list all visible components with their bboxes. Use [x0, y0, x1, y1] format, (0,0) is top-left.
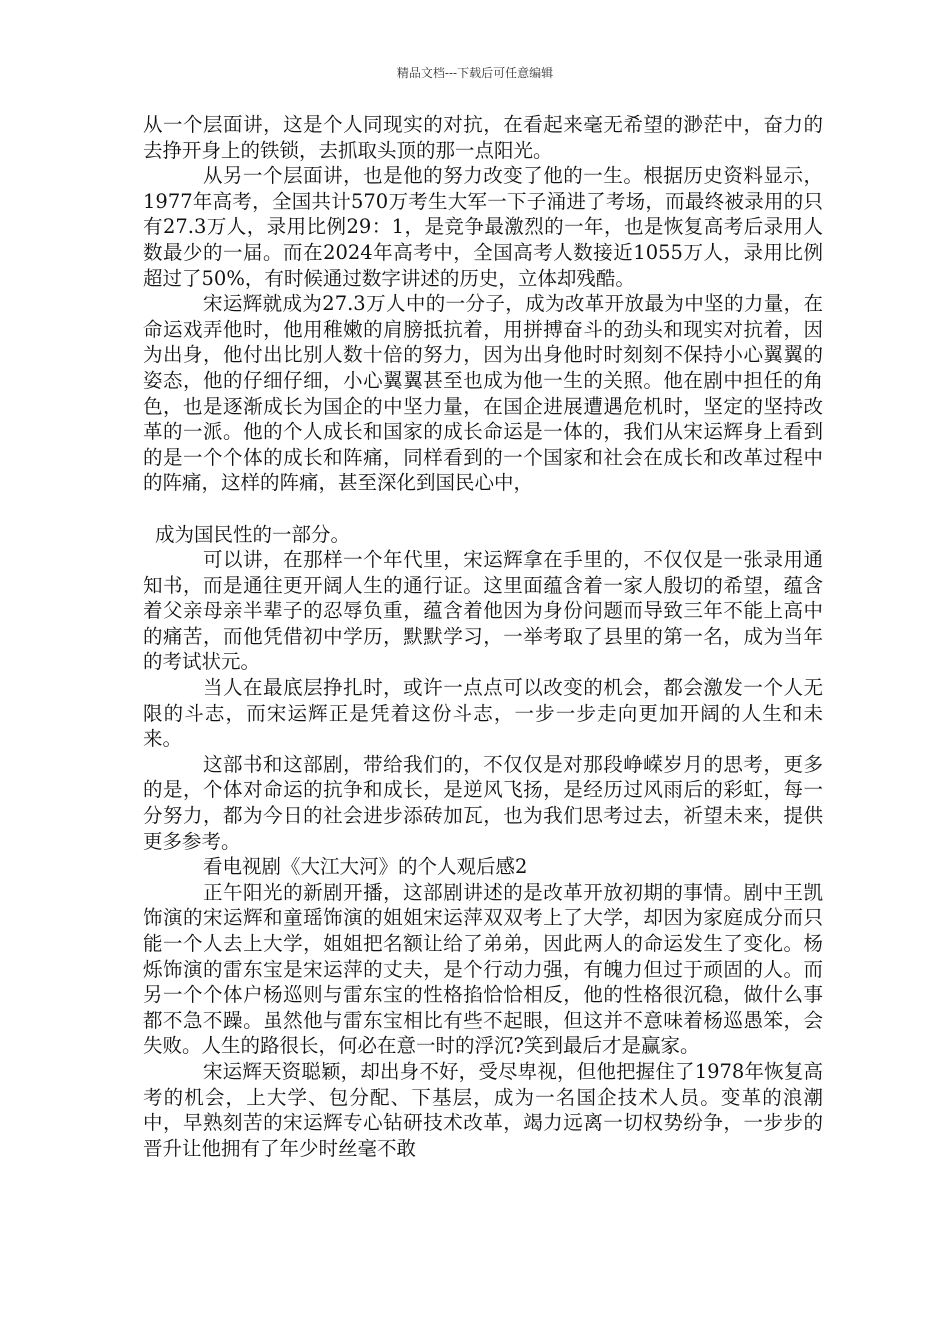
- paragraph-7: 这部书和这部剧，带给我们的，不仅仅是对那段峥嵘岁月的思考，更多的是，个体对命运的抗争和成长，是逆风飞扬，是经历过风雨后的彩虹，每一分努力，都为今日的社会进步添砖加瓦，也为我们思考过去，祈望未来，提供更多参考。: [143, 752, 823, 853]
- page-header: 精品文档---下载后可任意编辑: [396, 66, 554, 80]
- paragraph-4: 成为国民性的一部分。: [155, 522, 351, 546]
- paragraph-1: 从一个层面讲，这是个人同现实的对抗，在看起来毫无希望的渺茫中，奋力的去挣开身上的铁锁，去抓取头顶的那一点阳光。: [143, 113, 823, 162]
- paragraph-6: 当人在最底层挣扎时，或许一点点可以改变的机会，都会激发一个人无限的斗志，而宋运辉正是凭着这份斗志，一步一步走向更加开阔的人生和未来。: [143, 676, 823, 751]
- paragraph-9: 宋运辉天资聪颖，却出身不好，受尽卑视，但他把握住了1978年恢复高考的机会，上大学、包分配、下基层，成为一名国企技术人员。变革的浪潮中，早熟刻苦的宋运辉专心钻研技术改革，竭力远离一切权势纷争，一步步的晋升让他拥有了年少时丝毫不敢: [143, 1059, 823, 1160]
- paragraph-5: 可以讲，在那样一个年代里，宋运辉拿在手里的，不仅仅是一张录用通知书，而是通往更开阔人生的通行证。这里面蕴含着一家人殷切的希望，蕴含着父亲母亲半辈子的忍辱负重，蕴含着他因为身份问题而导致三年不能上高中的痛苦，而他凭借初中学历，默默学习，一举考取了县里的第一名，成为当年的考试状元。: [143, 548, 823, 674]
- paragraph-8: 正午阳光的新剧开播，这部剧讲述的是改革开放初期的事情。剧中王凯饰演的宋运辉和童瑶饰演的姐姐宋运萍双双考上了大学，却因为家庭成分而只能一个人去上大学，姐姐把名额让给了弟弟，因此两人的命运发生了变化。杨烁饰演的雷东宝是宋运萍的丈夫，是个行动力强，有魄力但过于顽固的人。而另一个个体户杨巡则与雷东宝的性格掐恰恰相反，他的性格很沉稳，做什么事都不急不躁。虽然他与雷东宝相比有些不起眼，但这并不意味着杨巡愚笨，会失败。人生的路很长，何必在意一时的浮沉?笑到最后才是赢家。: [143, 880, 823, 1058]
- document-body: [143, 112, 823, 1161]
- paragraph-3: 宋运辉就成为27.3万人中的一分子，成为改革开放最为中坚的力量，在命运戏弄他时，他用稚嫩的肩膀抵抗着，用拼搏奋斗的劲头和现实对抗着，因为出身，他付出比别人数十倍的努力，因为出身他时时刻刻不保持小心翼翼的姿态，他的仔细仔细，小心翼翼甚至也成为他一生的关照。他在剧中担任的角色，也是逐渐成长为国企的中坚力量，在国企进展遭遇危机时，坚定的坚持改革的一派。他的个人成长和国家的成长命运是一体的，我们从宋运辉身上看到的是一个个体的成长和阵痛，同样看到的一个国家和社会在成长和改革过程中的阵痛，这样的阵痛，甚至深化到国民心中，: [143, 292, 823, 495]
- section-heading: 看电视剧《大江大河》的个人观后感2: [203, 855, 528, 879]
- paragraph-2: 从另一个层面讲，也是他的努力改变了他的一生。根据历史资料显示，1977年高考，全国共计570万考生大军一下子涌进了考场，而最终被录用的只有27.3万人，录用比例29：1，是竞争最激烈的一年，也是恢复高考后录用人数最少的一届。而在2024年高考中，全国高考人数接近1055万人，录用比例超过了50%，有时候通过数字讲述的历史，立体却残酷。: [143, 164, 823, 290]
